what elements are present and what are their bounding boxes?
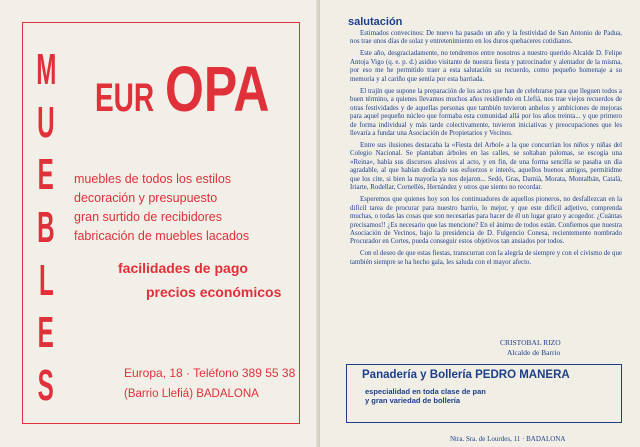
service-item: decoración y presupuesto: [74, 191, 218, 205]
payment-line-2: precios económicos: [146, 284, 282, 300]
article-paragraph: El trajín que supone la preparación de los actos que han de celebrarse para que lleguen todos a buen término, a quienes llevamos muchos años residiendo en Llefiá, nos trae viejos recuerdos de otras festividades y de aquellas personas que también tuvieron anhelos y ambiciones de mejoras para aquel pequeño núcleo que formaba esta comunidad allá por los años treinta... y que primero de forma individual y más tarde colectivamente, tuvieron iniciativas y preocupaciones que les llevaría a fundar una Asociación de Propietarios y Vecinos.: [350, 87, 622, 137]
vertical-letter: M: [35, 45, 57, 94]
brand-large-letters: OPA: [165, 53, 270, 125]
bakery-ad-address: Ntra. Sra. de Lourdes, 11 · BADALONA: [450, 435, 566, 443]
europa-brand: [95, 52, 299, 125]
article-paragraph: Esperemos que quienes hoy son los continuadores de aquellos pioneros, no desfallezcan en la difícil tarea de procurar para nuestro barrio, lo mejor, y que este difícil adjetivo, comprenda muchas, o todas las cosas que son necesarias para hacer de él un lugar grato y acogedor. ¿Cuántas precisamos!! ¿Es necesario que las mencione? En el ánimo de todos están. Confiemos que nuestra Asociación de Vecinos, bajo la presidencia de D. Fulgencio Conesa, recientemente nombrado Procurador en Cortes, pueda conseguir estos objetivos tan ansiados por todos.: [350, 196, 622, 246]
vertical-letter: U: [37, 97, 55, 147]
vertical-letter: E: [37, 150, 55, 200]
services-list: [74, 170, 294, 246]
vertical-letter: S: [37, 360, 55, 410]
signature-title: Alcalde de Barrio: [507, 348, 561, 357]
muebles-vertical-word: [33, 45, 59, 410]
address-line-1: Europa, 18 · Teléfono 389 55 38: [124, 366, 296, 380]
bakery-ad-title: Panadería y Bollería PEDRO MANERA: [362, 369, 570, 381]
service-item: fabricación de muebles lacados: [74, 229, 250, 243]
service-item: muebles de todos los estilos: [74, 172, 232, 186]
article-paragraph: Entre sus ilusiones destacaba la «Fiesta del Arbol» a la que concurrían los niños y niñas del Colegio Nacional. Se plantaban árboles en las calles, se soltaban palomas, se escogía una «Reina», había sus discursos alusivos al acto, y en fin, de una forma sencilla se pasaba un día agradable, al que habían dedicado sus esfuerzos e interés, aquellos buenos amigos, permitidme que los cite, si bien la mayoría ya nos dejaron... Sedó, Gras, Damià, Morata, Montalbán, Català, Iriarte, Rodellar, Cornellès, Hernández y otros que siento no recordar.: [350, 141, 622, 192]
article-paragraph: Con el deseo de que estas fiestas, transcurran con la alegría de siempre y con el civismo de que también siempre se ha hecho gala, les saluda con el mayor afecto.: [350, 250, 622, 266]
bakery-ad-line-1: especialidad en toda clase de pan: [365, 387, 486, 396]
payment-line-1: facilidades de pago: [118, 260, 248, 276]
signature-name: CRISTOBAL RIZO: [500, 338, 561, 347]
vertical-letter: E: [37, 308, 55, 358]
vertical-letter: L: [38, 255, 54, 305]
address-line-2: (Barrio Llefiá) BADALONA: [124, 388, 259, 400]
article-paragraph: Estimados convecinos: De nuevo ha pasado un año y la festividad de San Antonio de Padua, nos trae unos días de solaz y entretenimiento en los duros quehaceres cotidianos.: [350, 30, 622, 46]
article-paragraph: Este año, desgraciadamente, no tendremos entre nosotros a nuestro querido Alcalde D. Felipe Antoja Vigo (q. e. p. d.) asiduo visitante de nuestra fiesta y patrocinador y alentador de la misma, por eso me he permitido traer a esta salutación su recuerdo, como pequeño homenaje a su memoria y al cariño que sentía por esta barriada.: [350, 50, 622, 83]
salutation-article: [350, 30, 622, 271]
salutation-heading: salutación: [348, 16, 403, 28]
bakery-ad-line-2: y gran variedad de bollería: [365, 396, 461, 405]
brand-small-letters: EUR: [95, 76, 155, 120]
vertical-letter: B: [37, 202, 55, 252]
service-item: gran surtido de recibidores: [74, 210, 222, 224]
